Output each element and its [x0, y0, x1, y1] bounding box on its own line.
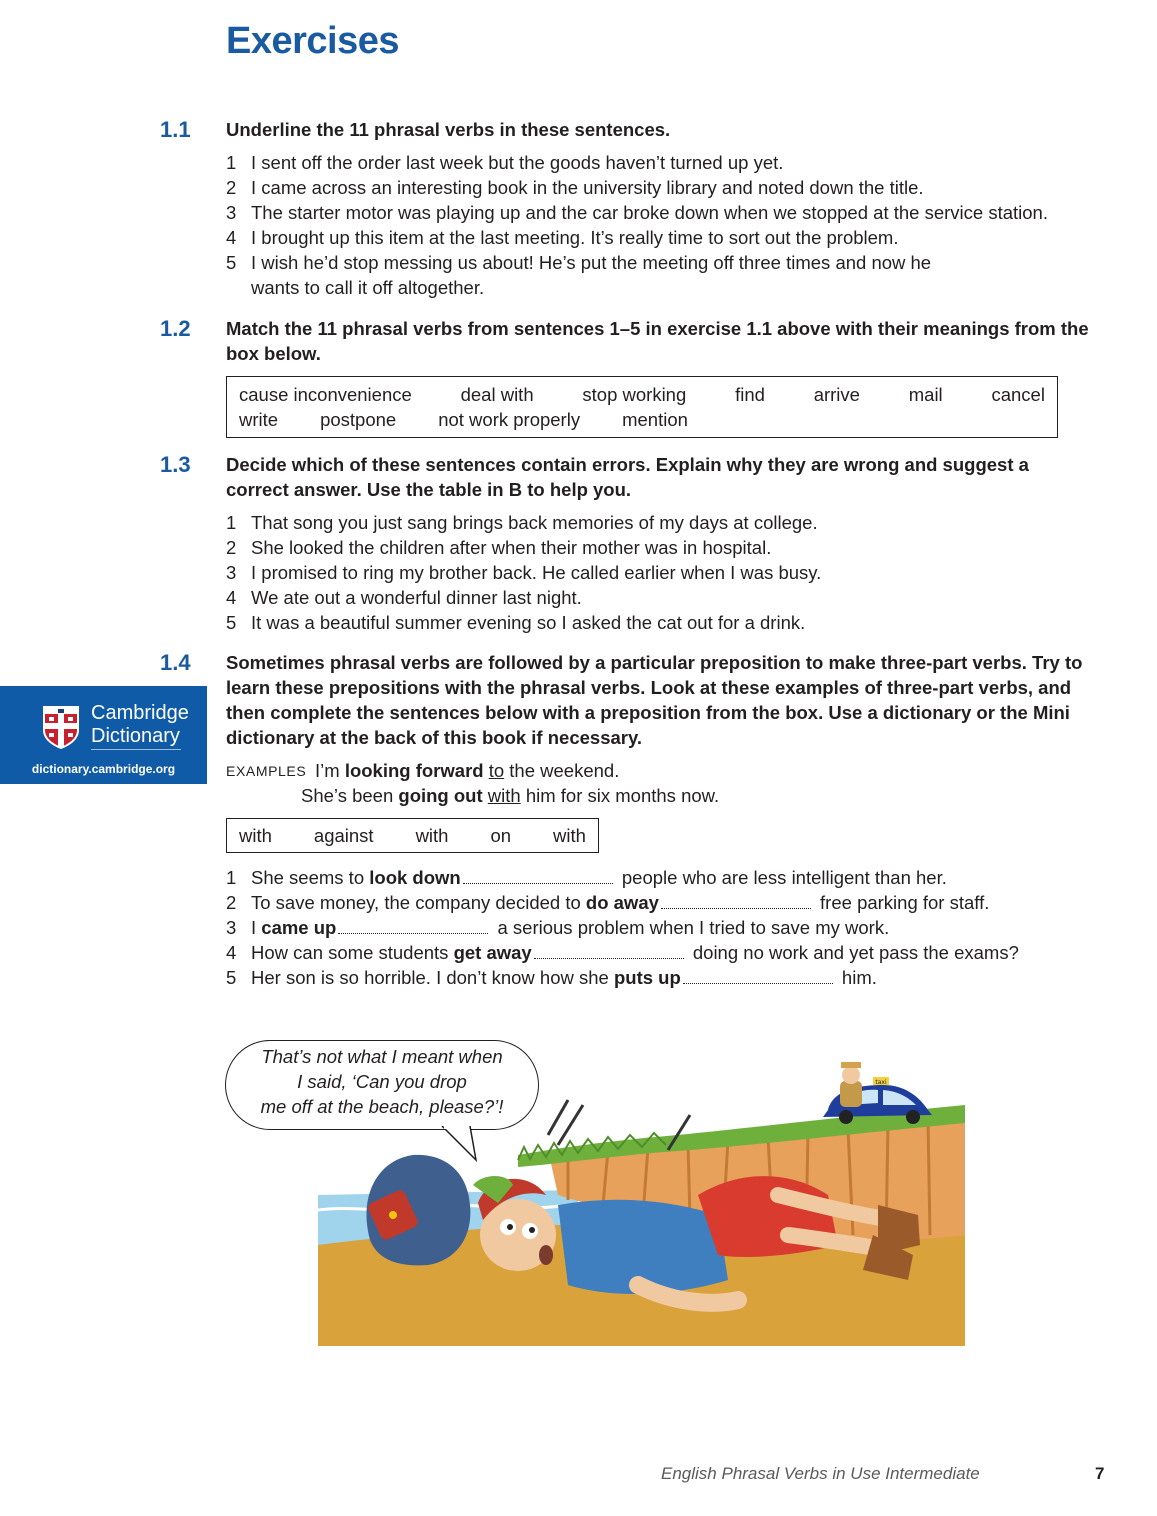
list-item	[226, 560, 1110, 585]
answer-blank[interactable]	[338, 918, 488, 934]
list-item	[226, 535, 1110, 560]
word-box-item: mail	[908, 384, 943, 405]
word-box-item: cause inconvenience	[239, 384, 412, 405]
item-text: I wish he’d stop messing us about! He’s put the meeting off three times and now he	[251, 252, 932, 273]
item-text-continued: wants to call it off altogether.	[251, 277, 485, 298]
preposition-item: against	[313, 825, 374, 846]
item-number: 2	[226, 177, 237, 198]
item-text: I brought up this item at the last meeting. It’s really time to sort out the problem.	[251, 227, 899, 248]
badge-name: Cambridge Dictionary	[91, 702, 189, 747]
exercise-number: 1.3	[160, 452, 191, 477]
exercise-number: 1.4	[160, 650, 191, 675]
preposition-item: with	[553, 825, 586, 846]
item-text: It was a beautiful summer evening so I asked the cat out for a drink.	[251, 612, 806, 633]
list-item: 2 To save money, the company decided to do away free parking for staff.	[226, 892, 990, 913]
item-text: I came across an interesting book in the university library and noted down the title.	[251, 177, 924, 198]
exercise-instruction: Underline the 11 phrasal verbs in these sentences.	[226, 119, 671, 140]
item-text: She looked the children after when their mother was in hospital.	[251, 537, 772, 558]
list-item	[226, 175, 1110, 200]
preposition-box	[226, 818, 599, 853]
taxi-sign: taxi	[875, 1079, 887, 1086]
answer-blank[interactable]	[534, 943, 684, 959]
list-item: 4 How can some students get away doing no work and yet pass the exams?	[226, 942, 1019, 963]
exercise-1-3	[160, 452, 1110, 635]
item-text: The starter motor was playing up and the car broke down when we stopped at the service station.	[251, 202, 1048, 223]
page-number: 7	[1095, 1464, 1105, 1483]
speech-bubble	[225, 1040, 539, 1130]
word-box-item: arrive	[813, 384, 860, 405]
item-text: I sent off the order last week but the goods haven’t turned up yet.	[251, 152, 784, 173]
word-box-row	[239, 407, 1045, 432]
word-box-row	[239, 382, 1045, 407]
item-text: I promised to ring my brother back. He called earlier when I was busy.	[251, 562, 822, 583]
list-item	[226, 585, 1110, 610]
item-number: 1	[226, 152, 237, 173]
exercise-number: 1.2	[160, 316, 191, 341]
speech-text: That’s not what I meant when I said, ‘Can you drop me off at the beach, please?’!	[260, 1046, 504, 1117]
list-item: 3 I came up a serious problem when I tried to save my work.	[226, 917, 890, 938]
list-item	[226, 610, 1110, 635]
exercise-1-4	[160, 650, 1110, 990]
word-box-item: find	[735, 384, 765, 405]
speech-bubble-tail	[440, 1126, 484, 1162]
page-title: Exercises	[226, 20, 399, 62]
example-line: She’s been going out with him for six months now.	[301, 785, 720, 806]
exercise-1-1	[160, 117, 1110, 300]
badge-url: dictionary.cambridge.org	[31, 762, 176, 776]
exercise-number: 1.1	[160, 117, 191, 142]
list-item	[226, 200, 1110, 225]
exercise-instruction: Match the 11 phrasal verbs from sentences 1–5 in exercise 1.1 above with their meanings from the box below.	[226, 318, 1089, 364]
cambridge-crest-icon	[41, 704, 81, 750]
list-item: 5 Her son is so horrible. I don’t know how she puts up him.	[226, 967, 877, 988]
list-item	[226, 510, 1110, 535]
word-box-item: mention	[622, 409, 688, 430]
item-number: 5	[226, 252, 237, 273]
word-box-item: stop working	[582, 384, 687, 405]
list-item	[226, 225, 1110, 250]
preposition-item: with	[415, 825, 449, 846]
answer-blank[interactable]	[683, 968, 833, 984]
item-number: 3	[226, 202, 237, 223]
preposition-item: on	[490, 825, 512, 846]
footer-book-title: English Phrasal Verbs in Use Intermediate	[661, 1464, 980, 1483]
item-number: 2	[226, 537, 237, 558]
list-item: 1 She seems to look down people who are less intelligent than her.	[226, 867, 947, 888]
item-text: We ate out a wonderful dinner last night.	[251, 587, 582, 608]
item-text: That song you just sang brings back memories of my days at college.	[251, 512, 818, 533]
word-box-item: not work properly	[438, 409, 581, 430]
list-item	[226, 150, 1110, 175]
answer-blank[interactable]	[463, 868, 613, 884]
exercise-instruction: Decide which of these sentences contain errors. Explain why they are wrong and suggest a correct answer. Use the table in B to help you.	[226, 454, 1029, 500]
examples-label: EXAMPLES	[226, 763, 307, 779]
exercise-1-2	[160, 316, 1110, 452]
cambridge-dictionary-badge[interactable]	[0, 686, 207, 784]
item-number: 1	[226, 512, 237, 533]
word-box-item: deal with	[460, 384, 534, 405]
word-box-item: postpone	[320, 409, 397, 430]
examples	[226, 758, 1110, 808]
item-number: 5	[226, 612, 237, 633]
divider	[91, 749, 181, 750]
item-number: 4	[226, 587, 237, 608]
example-line: I’m looking forward to the weekend.	[315, 760, 620, 781]
item-number: 4	[226, 227, 237, 248]
exercise-instruction: Sometimes phrasal verbs are followed by a particular preposition to make three-part verbs. Try to learn these prepositions with the phrasal verbs. Look at these examples of three-part verbs, and then complete the sentences below with a preposition from the box. Use a dictionary or the Mini dictionary at the back of this book if necessary.	[226, 652, 1083, 748]
preposition-item: with	[239, 825, 272, 846]
word-box-item: write	[239, 409, 279, 430]
answer-blank[interactable]	[661, 893, 811, 909]
word-box	[226, 376, 1058, 438]
item-number: 3	[226, 562, 237, 583]
backpack	[366, 1155, 470, 1265]
list-item	[226, 250, 1110, 300]
word-box-item: cancel	[991, 384, 1045, 405]
